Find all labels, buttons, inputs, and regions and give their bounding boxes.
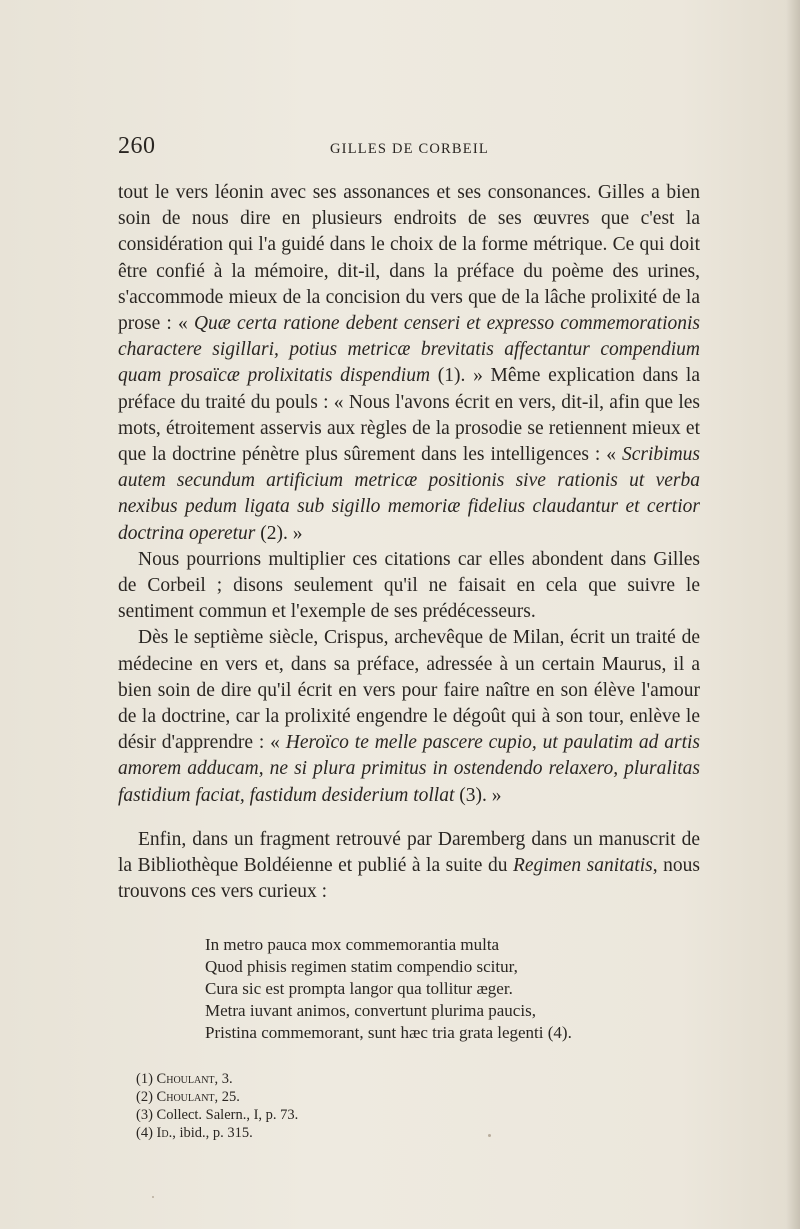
latin-quote-urines: Quæ certa ratione debent censeri et expresso commemorationis charactere sigillari, potius metricæ brevitatis affectantur compendium quam prosaïcæ prolixitatis dispendium (118, 313, 701, 387)
verse-line: In metro pauca mox commemorantia multa (205, 935, 500, 954)
paragraph-1-text-c: (2). » (255, 522, 303, 544)
footnote-author: Id. (156, 1125, 173, 1141)
paragraph-1-text-b: (1). » Même explication dans la préface du traité du pouls : « Nous l'avons écrit en vers, dit-il, afin que les mots, étroitement asservis aux règles de la prosodie se retiennent mieux et que la doctrine pénètre plus sûrement dans les intelligences : « (118, 365, 700, 466)
footnote-author: Choulant (156, 1071, 215, 1087)
footnote (136, 1106, 616, 1124)
paragraph-1-text-a: tout le vers léonin avec ses assonances et ses consonances. Gilles a bien soin de nous dire en plusieurs endroits de ses œuvres que c'est la considération qui l'a guidé dans le choix de la forme métrique. Ce qui doit être confié à la mémoire, dit-il, dans la préface du poème des urines, s'accommode mieux de la concision du vers que de la lâche prolixité de la prose : « (118, 182, 700, 335)
paragraph-3-text-b: (3). » (454, 784, 502, 806)
paragraph-4-text-a: Enfin, dans un fragment retrouvé par Daremberg dans un manuscrit de la Bibliothèque Boldéienne et publié à la suite du (118, 828, 700, 877)
regimen-title: Regimen sanitatis (512, 855, 653, 877)
paragraph-3-text-a: Dès le septième siècle, Crispus, archevêque de Milan, écrit un traité de médecine en vers et, dans sa préface, adressée à un certain Maurus, il a bien soin de dire qu'il écrit en vers pour faire naître en son élève l'amour de la doctrine, car la prolixité engendre le dégoût qui à son tour, enlève le désir d'apprendre : « (118, 627, 700, 754)
footnotes (136, 1070, 616, 1142)
page-edge-shadow (786, 0, 800, 1229)
verse-block (205, 934, 685, 1044)
verse-line: Pristina commemorant, sunt hæc tria grata legenti (4). (205, 1023, 572, 1042)
footnote-text: , 3. (214, 1071, 233, 1087)
page-header (118, 133, 698, 167)
footnote-number: (2) (136, 1089, 153, 1105)
footnote (136, 1088, 616, 1106)
paper-speck (488, 1134, 491, 1137)
paper-speck (152, 1196, 154, 1198)
footnote-text: Collect. Salern., I, p. 73. (156, 1107, 299, 1123)
body-text (118, 180, 700, 905)
paragraph-1 (118, 180, 700, 547)
verse-line: Cura sic est prompta langor qua tollitur æger. (205, 979, 513, 998)
page-number: 260 (118, 133, 156, 159)
latin-quote-crispus: Heroïco te melle pascere cupio, ut paulatim ad artis amorem adducam, ne si plura primitus in ostendendo relaxero, pluralitas fastidium faciat, fastidum desiderium tollat (118, 732, 701, 806)
running-title: GILLES DE CORBEIL (330, 141, 489, 157)
footnote (136, 1070, 616, 1088)
footnote-number: (3) (136, 1107, 153, 1123)
paragraph-3 (118, 625, 700, 808)
paragraph-2: Nous pourrions multiplier ces citations car elles abondent dans Gilles de Corbeil ; disons seulement qu'il ne faisait en cela que suivre le sentiment commun et l'exemple de ses prédécesseurs. (118, 548, 700, 623)
footnote (136, 1124, 616, 1142)
footnote-number: (4) (136, 1125, 153, 1141)
footnote-text: , ibid., p. 315. (172, 1125, 253, 1141)
verse-line: Metra iuvant animos, convertunt plurima paucis, (205, 1001, 536, 1020)
paragraph-4 (118, 827, 700, 906)
footnote-text: , 25. (214, 1089, 240, 1105)
verse-line: Quod phisis regimen statim compendio scitur, (205, 957, 518, 976)
footnote-author: Choulant (156, 1089, 215, 1105)
footnote-number: (1) (136, 1071, 153, 1087)
latin-quote-pouls: Scribimus autem secundum artificium metricæ positionis sive rationis ut verba nexibus pedum ligata sub sigillo memoriæ fidelius claudantur et certior doctrina operetur (118, 444, 700, 544)
paragraph-4-text-b: , nous trouvons ces vers curieux : (118, 855, 700, 903)
